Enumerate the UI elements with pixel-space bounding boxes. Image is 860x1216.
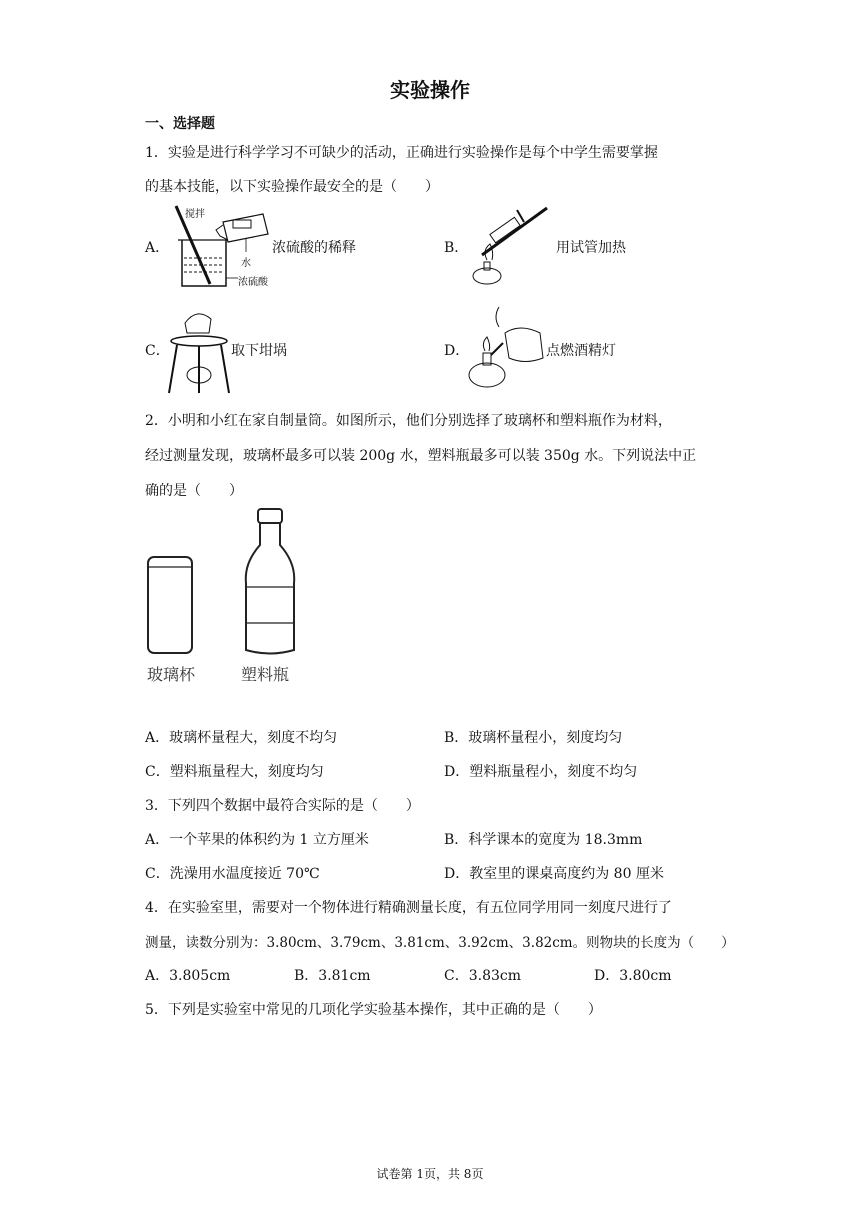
caption-glass-cup: 玻璃杯: [147, 665, 196, 684]
crucible-tripod-figure: [165, 305, 235, 395]
q4-text-line2: 测量，读数分别为：3.80cm、3.79cm、3.81cm、3.92cm、3.82cm。则物块的长度为（ ）: [145, 935, 735, 951]
section-heading: 一、选择题: [145, 116, 215, 132]
cup-and-bottle-figure: [140, 505, 310, 685]
alcohol-lamp-lighting-figure: [465, 303, 550, 393]
test-tube-heating-figure: [462, 200, 552, 290]
q2-text-line2: 经过测量发现，玻璃杯最多可以装 200g 水，塑料瓶最多可以装 350g 水。下列说法中正: [145, 448, 697, 464]
q3-option-a: A．一个苹果的体积约为 1 立方厘米: [145, 832, 369, 848]
q3-text-line1: 3．下列四个数据中最符合实际的是（ ）: [145, 798, 420, 814]
fig-label-acid: 浓硫酸: [238, 277, 268, 288]
page-footer: 试卷第 1页，共 8页: [376, 1167, 484, 1181]
q1-option-b-label: 用试管加热: [556, 240, 626, 256]
q4-option-a: A．3.805cm: [145, 968, 231, 984]
q1-option-c-label: 取下坩埚: [231, 343, 287, 359]
q4-option-b: B．3.81cm: [294, 968, 371, 984]
q1-option-a-label: 浓硫酸的稀释: [272, 240, 356, 256]
fig-label-water: 水: [241, 258, 251, 269]
q1-option-d-letter: D．: [444, 343, 470, 359]
fig-label-stir: 搅拌: [185, 209, 205, 220]
q5-text-line1: 5．下列是实验室中常见的几项化学实验基本操作，其中正确的是（ ）: [145, 1002, 602, 1018]
q2-text-line3: 确的是（ ）: [145, 483, 243, 499]
page-title: 实验操作: [390, 78, 470, 102]
q1-option-a-letter: A．: [145, 240, 170, 256]
q2-option-a: A．玻璃杯量程大，刻度不均匀: [145, 730, 338, 746]
q2-text-line1: 2．小明和小红在家自制量筒。如图所示，他们分别选择了玻璃杯和塑料瓶作为材料，: [145, 413, 672, 429]
q2-option-c: C．塑料瓶量程大，刻度均匀: [145, 764, 324, 780]
q4-text-line1: 4．在实验室里，需要对一个物体进行精确测量长度，有五位同学用同一刻度尺进行了: [145, 900, 672, 916]
caption-plastic-bottle: 塑料瓶: [241, 665, 290, 684]
q4-option-c: C．3.83cm: [444, 968, 521, 984]
q4-option-d: D．3.80cm: [594, 968, 672, 984]
q3-option-b: B．科学课本的宽度为 18.3mm: [444, 832, 643, 848]
q1-option-b-letter: B．: [444, 240, 469, 256]
q1-option-c-letter: C．: [145, 343, 170, 359]
q1-text-line1: 1．实验是进行科学学习不可缺少的活动，正确进行实验操作是每个中学生需要掌握: [145, 145, 658, 161]
q2-option-b: B．玻璃杯量程小，刻度均匀: [444, 730, 623, 746]
q2-option-d: D．塑料瓶量程小，刻度不均匀: [444, 764, 638, 780]
q1-text-line2: 的基本技能，以下实验操作最安全的是（ ）: [145, 179, 439, 195]
q3-option-d: D．教室里的课桌高度约为 80 厘米: [444, 866, 664, 882]
q3-option-c: C．洗澡用水温度接近 70℃: [145, 866, 320, 882]
q1-option-d-label: 点燃酒精灯: [546, 343, 616, 359]
